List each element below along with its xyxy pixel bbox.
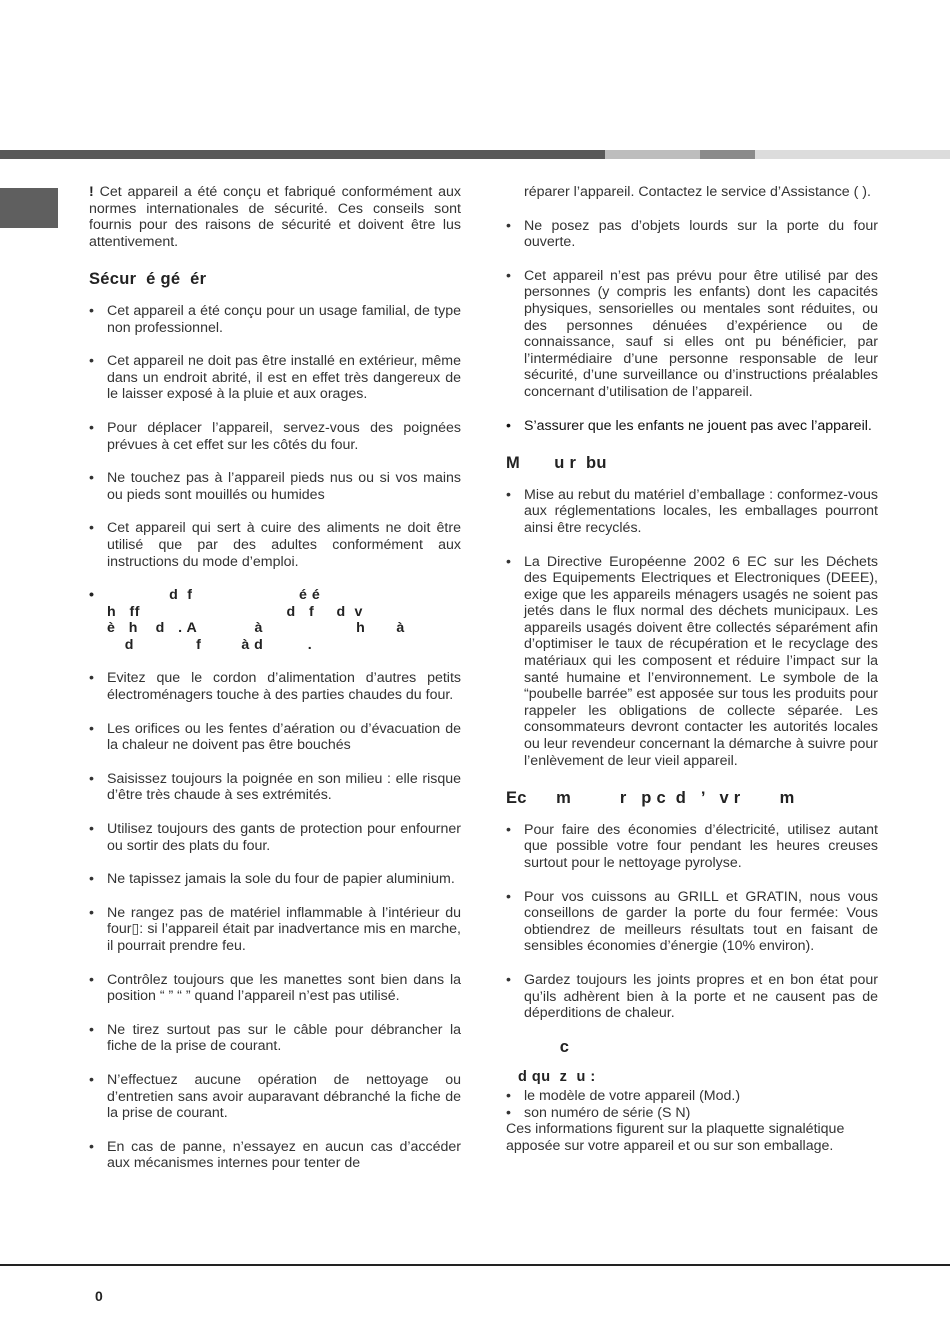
header-color-bar <box>0 150 950 159</box>
disposal-list <box>506 487 878 770</box>
list-item: • Cet appareil ne doit pas être installé en extérieur, même dans un endroit abrité, il est en effet très dangereux de le laisser exposé à la pluie et aux orages. <box>89 353 461 403</box>
energy-list <box>506 822 878 1022</box>
list-item: • N’effectuez aucune opération de nettoyage ou d’entretien sans avoir auparavant débranché la fiche de la prise de courant. <box>89 1072 461 1122</box>
footer-rule <box>0 1264 950 1266</box>
list-item: • Ne posez pas d’objets lourds sur la porte du four ouverte. <box>506 218 878 251</box>
energy-saving-heading: Ec m r p c d ’ v r m <box>506 789 795 808</box>
list-item: • Ne rangez pas de matériel inflammable à l’intérieur du four▯: si l’appareil était par inadvertance mis en marche, il pourrait prendre feu. <box>89 905 461 955</box>
header-bar-dark <box>0 150 605 159</box>
list-item: • Ne tirez surtout pas sur le câble pour débrancher la fiche de la prise de courant. <box>89 1022 461 1055</box>
list-item: • son numéro de série (S N) <box>506 1105 878 1122</box>
list-item: • Cet appareil qui sert à cuire des aliments ne doit être utilisé que par des adultes conformément aux instructions du mode d’emploi. <box>89 520 461 570</box>
service-subheading: d qu z u : <box>518 1069 596 1086</box>
list-item: • Gardez toujours les joints propres et en bon état pour qu’ils adhèrent bien à la porte et ne causent pas de déperditions de chaleur. <box>506 972 878 1022</box>
list-item: • Evitez que le cordon d’alimentation d’autres petits électroménagers touche à des parties chaudes du four. <box>89 670 461 703</box>
left-column <box>89 184 461 1189</box>
header-bar-mid <box>700 150 755 159</box>
list-item: • Pour déplacer l’appareil, servez-vous des poignées prévues à cet effet sur les côtés du four. <box>89 420 461 453</box>
bold-warning-item: • d f é é h ff d f d v è h d . A à h à d f à d . <box>89 587 461 653</box>
list-item: • La Directive Européenne 2002 6 EC sur les Déchets des Equipements Electriques et Electroniques (DEEE), exige que les appareils ménagers usagés ne soient pas jetés dans le flux normal des déchets municipaux. Les appareils usagés doivent être collectés séparément afin d’optimiser le taux de récupération et le recyclage des matériaux qui les composent et réduire l’impact sur la santé humaine et l’environnement. Le symbole de la “poubelle barrée” est apposée sur tous les produits pour rappeler les obligations de collecte séparée. Les consommateurs devront contacter les autorités locales ou leur revendeur concernant la démarche à suivre pour l’enlèvement de leur vieil appareil. <box>506 554 878 770</box>
warning-mark: ! <box>89 184 94 200</box>
list-item: • Pour vos cuissons au GRILL et GRATIN, nous vous conseillons de garder la porte du four fermée: Vous obtiendrez de meilleurs résultats tout en faisant de sensibles économies d’énergie (10% environ). <box>506 889 878 955</box>
service-heading: c <box>506 1037 570 1056</box>
continued-text: réparer l’appareil. Contactez le service d’Assistance ( ). <box>524 184 871 200</box>
language-tab-marker <box>0 188 58 228</box>
disposal-heading: M u r bu <box>506 454 607 473</box>
list-item: • Ne touchez pas à l’appareil pieds nus ou si vos mains ou pieds sont mouillés ou humides <box>89 470 461 503</box>
list-item: • Mise au rebut du matériel d’emballage : conformez-vous aux réglementations locales, les emballages pourront ainsi être recyclés. <box>506 487 878 537</box>
list-item: • Contrôlez toujours que les manettes sont bien dans la position “ ” “ ” quand l’appareil n’est pas utilisé. <box>89 972 461 1005</box>
service-info-list <box>506 1088 878 1121</box>
safety-list-continued <box>506 218 878 435</box>
list-item: • Ne tapissez jamais la sole du four de papier aluminium. <box>89 871 461 888</box>
list-item: • En cas de panne, n’essayez en aucun cas d’accéder aux mécanismes internes pour tenter de <box>89 1139 461 1172</box>
header-bar-pale <box>755 150 950 159</box>
list-item: • S’assurer que les enfants ne jouent pas avec l’appareil. <box>506 418 878 435</box>
general-safety-heading: Sécur é gé ér <box>89 270 207 289</box>
list-item: • Pour faire des économies d’électricité, utilisez autant que possible votre four pendant les heures creuses surtout pour le nettoyage pyrolyse. <box>506 822 878 872</box>
list-item: • Utilisez toujours des gants de protection pour enfourner ou sortir des plats du four. <box>89 821 461 854</box>
header-bar-light <box>605 150 700 159</box>
intro-text: Cet appareil a été conçu et fabriqué conformément aux normes internationales de sécurité. Ces conseils sont fournis pour des raisons de sécurité et doivent être lus attentivement. <box>89 184 461 250</box>
right-column <box>506 184 878 1154</box>
list-item: • Cet appareil n’est pas prévu pour être utilisé par des personnes (y compris les enfants) dont les capacités physiques, sensorielles ou mentales sont réduites, ou des personnes dénuées d’expérience ou de connaissance, sauf si elles ont pu bénéficier, par l’intermédiaire d’une personne responsable de leur sécurité, d’une surveillance ou d’instructions préalables concernant d’utilisation de l’appareil. <box>506 268 878 401</box>
list-item: • Saisissez toujours la poignée en son milieu : elle risque d’être très chaude à ses extrémités. <box>89 771 461 804</box>
intro-paragraph <box>89 184 461 250</box>
list-item: • Les orifices ou les fentes d’aération ou d’évacuation de la chaleur ne doivent pas être bouchés <box>89 721 461 754</box>
list-item: • le modèle de votre appareil (Mod.) <box>506 1088 878 1105</box>
safety-list <box>89 303 461 1172</box>
page-number: 0 <box>95 1288 103 1304</box>
closing-paragraph: Ces informations figurent sur la plaquette signalétique apposée sur votre appareil et ou sur son emballage. <box>506 1121 845 1154</box>
list-item: • Cet appareil a été conçu pour un usage familial, de type non professionnel. <box>89 303 461 336</box>
